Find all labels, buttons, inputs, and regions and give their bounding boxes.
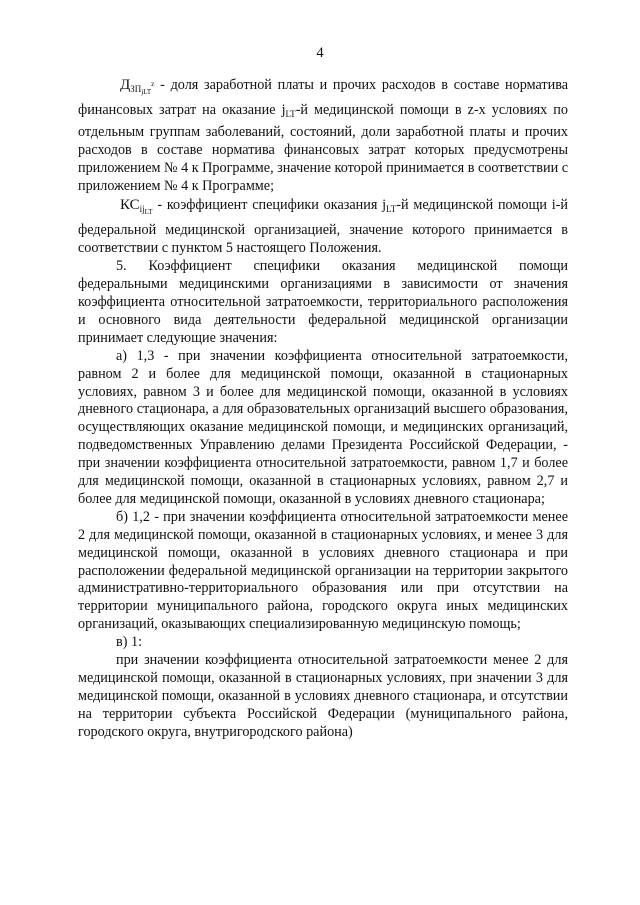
document-body [78, 75, 568, 742]
definition-ks: $КС_{ij_{LT}}$ - коэффициент специфики оказания $j_{LT}-й$ медицинской помощи i-й федеральной медицинской организацией, значение которого принимается в соответствии с пунктом 5 настоящего Положения. [78, 197, 568, 257]
symbol-ks: $КС_{ij_{LT}}$ [120, 197, 153, 217]
paragraph-5: 5. Коэффициент специфики оказания медицинской помощи федеральными медицинскими организациями в зависимости от значения коэффициента относительной затратоемкости, территориального расположения и основного вида деятельности федеральной медицинской организации принимает следующие значения: [78, 258, 568, 346]
paragraph-a: а) 1,3 - при значении коэффициента относительной затратоемкости, равном 2 и более для медицинской помощи, оказанной в стационарных условиях, равном 3 и более для медицинской помощи, оказанной в условиях дневного стационара, а для образовательных организаций высшего образования, осуществляющих оказание медицинской помощи, и медицинских организаций, подведомственных Управлению делами Президента Российской Федерации, - при значении коэффициента относительной затратоемкости, равном 1,7 и более для медицинской помощи, оказанной в стационарных условиях, равном 2,7 и более для медицинской помощи, оказанной в условиях дневного стационара; [78, 347, 568, 507]
page-number: 4 [316, 45, 324, 61]
paragraph-b: б) 1,2 - при значении коэффициента относительной затратоемкости менее 2 для медицинской помощи, оказанной в стационарных условиях, и менее 3 для медицинской помощи, оказанной в условиях дневного стационара и при расположении федеральной медицинской организации на территории закрытого административно-территориального образования или при отсутствии на территории муниципального района, городского округа иных медицинских организаций, оказывающих специализированную медицинскую помощь; [78, 508, 568, 633]
definition-dzp: $Д_{ЗП_{jLT}}^z$ - доля заработной платы и прочих расходов в составе норматива финансовых затрат на оказание $j_{LT}-й$ медицинской помощи в z-х условиях по отдельным группам заболеваний, состояний, доли заработной платы и прочих расходов в составе норматива финансовых затрат которых предусмотрены приложением № 4 к Программе, значение которой принимается в соответствии с приложением № 4 к Программе; [78, 77, 569, 194]
symbol-dzp: $Д_{ЗП_{jLT}}^z$ [120, 77, 155, 96]
paragraph-v-body: при значении коэффициента относительной затратоемкости менее 2 для медицинской помощи, оказанной в стационарных условиях, при значении 3 для медицинской помощи, оказанной в условиях дневного стационара, и отсутствии на территории субъекта Российской Федерации (муниципального района, городского округа, внутригородского района) [78, 652, 568, 740]
paragraph-v-head: в) 1: [116, 634, 143, 651]
